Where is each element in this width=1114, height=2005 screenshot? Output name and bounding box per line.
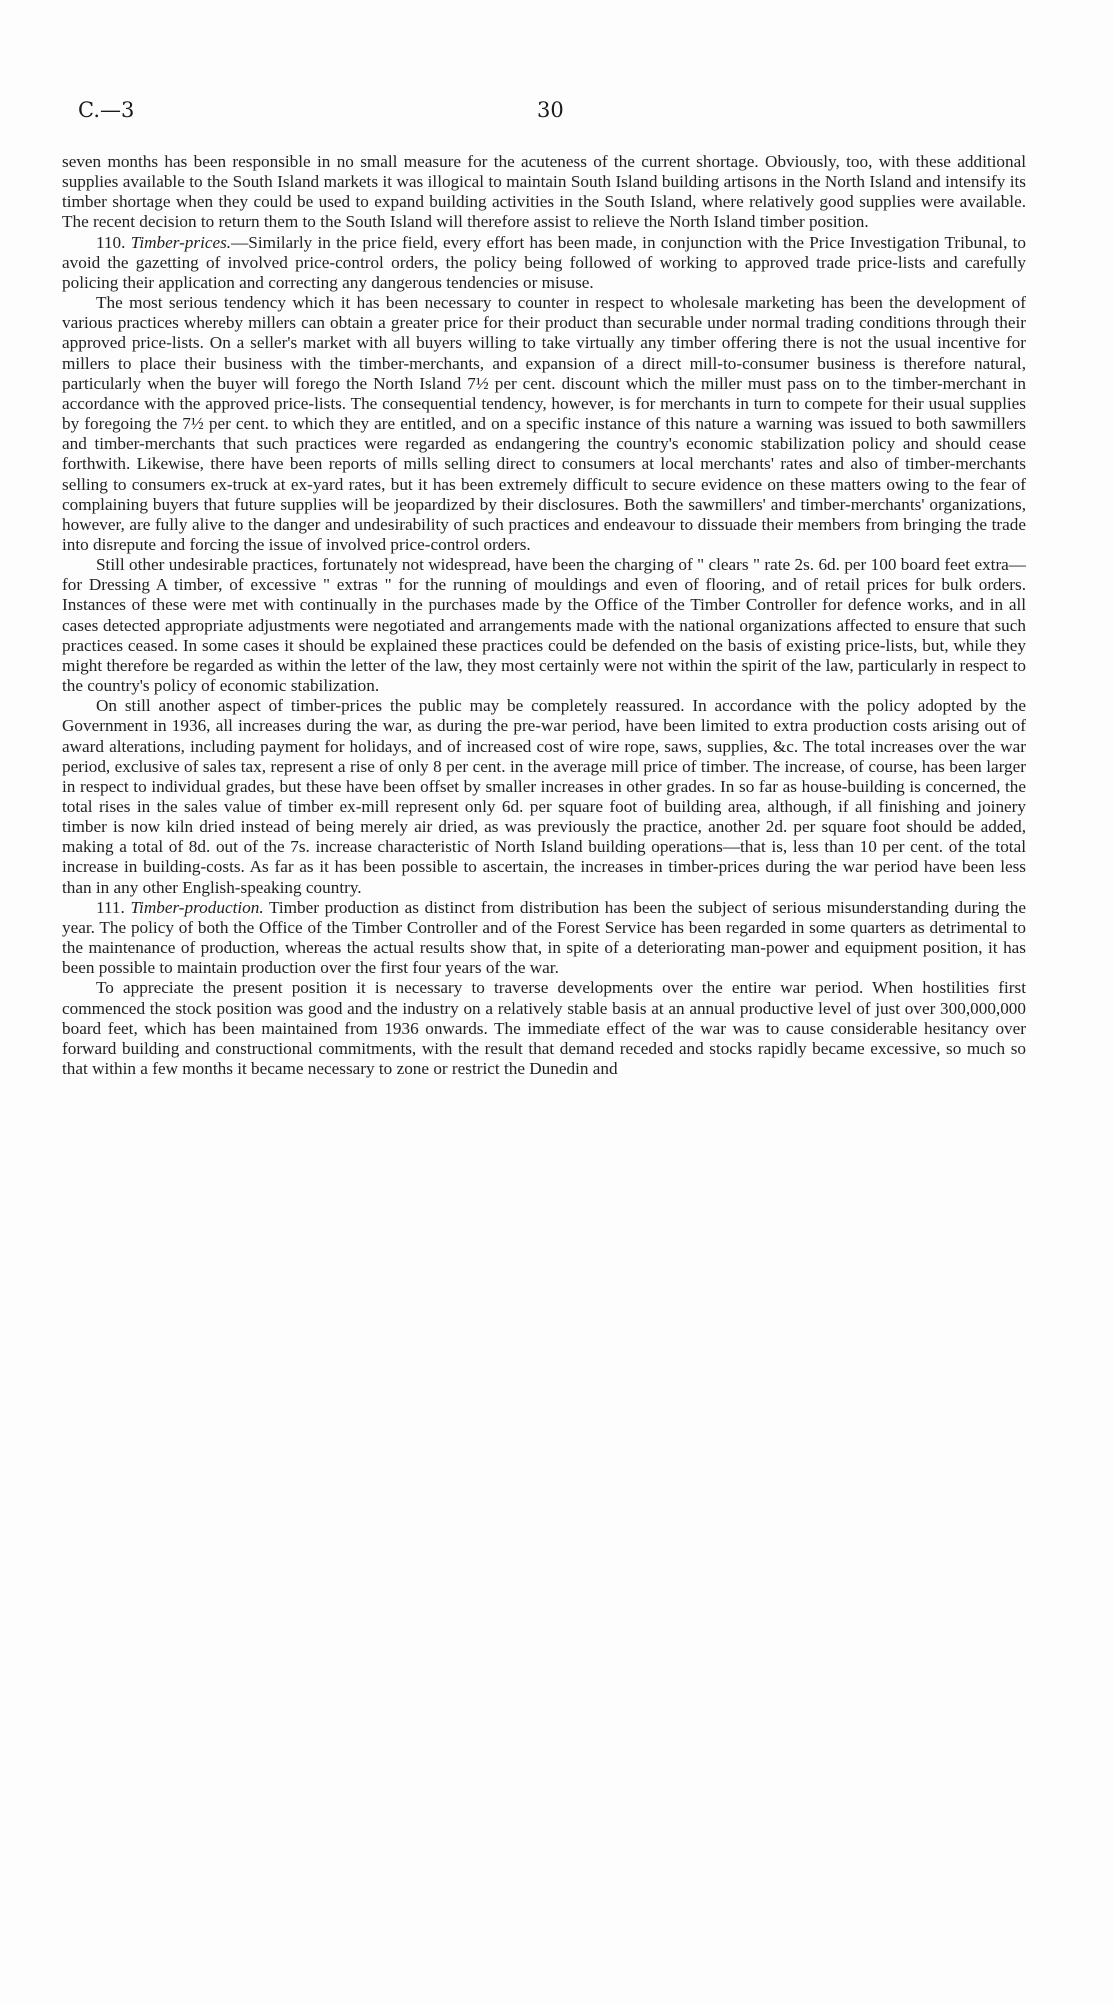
paragraph-text: —Similarly in the price field, every effort has been made, in conjunction with the Price Investigation Tribunal, to avoid the gazetting of involved price-control orders, the policy being followed of working to approved trade price-lists and carefully policing their application and correcting any dangerous tendencies or misuse. [62,232,1026,292]
body-text [62,152,1026,1079]
section-number: 111. [96,897,131,917]
paragraph-111 [62,898,1026,979]
paragraph-text: On still another aspect of timber-prices the public may be completely reassured. In accordance with the policy adopted by the Government in 1936, all increases during the war, as during the pre-war period, have been limited to extra production costs arising out of award alterations, including payment for holidays, and of increased cost of wire rope, saws, supplies, &c. The total increases over the war period, exclusive of sales tax, represent a rise of only 8 per cent. in the average mill price of timber. The increase, of course, has been larger in respect to individual grades, but these have been offset by smaller increases in other grades. In so far as house-building is concerned, the total rises in the sales value of timber ex-mill represent only 6d. per square foot of building area, although, if all finishing and joinery timber is now kiln dried instead of being merely air dried, as was previously the practice, another 2d. per square foot should be added, making a total of 8d. out of the 7s. increase characteristic of North Island building operations—that is, less than 10 per cent. of the total increase in building-costs. As far as it has been possible to ascertain, the increases in timber-prices during the war period have been less than in any other English-speaking country. [62,696,1026,897]
section-heading: Timber-prices. [130,232,232,252]
paragraph [62,978,1026,1079]
paragraph [62,696,1026,898]
section-heading: Timber-production. [130,897,264,917]
page-number: 30 [537,98,564,122]
paragraph [62,293,1026,555]
paragraph-text: The most serious tendency which it has been necessary to counter in respect to wholesale marketing has been the development of various practices whereby millers can obtain a greater price for their product than securable under normal trading conditions through their approved price-lists. On a seller's market with all buyers willing to take virtually any timber offering there is not the usual incentive for millers to place their business with the timber-merchants, and expansion of a direct mill-to-consumer business is therefore natural, particularly when the buyer will forego the North Island 7½ per cent. discount which the miller must pass on to the timber-merchant in accordance with the approved price-lists. The consequential tendency, however, is for merchants in turn to compete for their usual supplies by foregoing the 7½ per cent. to which they are entitled, and on a specific instance of this nature a warning was issued to both sawmillers and timber-merchants that such practices were regarded as endangering the country's economic stabilization policy and should cease forthwith. Likewise, there have been reports of mills selling direct to consumers at local merchants' rates and also of timber-merchants selling to consumers ex-truck at ex-yard rates, but it has been extremely difficult to secure evidence on these matters owing to the fear of complaining buyers that future supplies will be jeopardized by their disclosures. Both the sawmillers' and timber-merchants' organizations, however, are fully alive to the danger and undesirability of such practices and endeavour to dissuade their members from bringing the trade into disrepute and forcing the issue of involved price-control orders. [62,293,1026,554]
section-number: 110. [96,232,131,252]
paragraph-text: seven months has been responsible in no small measure for the acuteness of the current shortage. Obviously, too, with these additional supplies available to the South Island markets it was illogical to maintain South Island building artisons in the North Island and intensify its timber shortage when they could be used to expand building activities in the South Island, where relatively good supplies were available. The recent decision to return them to the South Island will therefore assist to relieve the North Island timber position. [62,152,1026,232]
paragraph-text: Still other undesirable practices, fortunately not widespread, have been the charging of " clears " rate 2s. 6d. per 100 board feet extra—for Dressing A timber, of excessive " extras " for the running of mouldings and even of flooring, and of retail prices for bulk orders. Instances of these were met with continually in the purchases made by the Office of the Timber Controller for defence works, and in all cases detected appropriate adjustments were negotiated and arrangements made with the national organizations affected to ensure that such practices ceased. In some cases it should be explained these practices could be defended on the basis of existing price-lists, but, while they might therefore be regarded as within the letter of the law, they most certainly were not within the spirit of the law, particularly in respect to the country's policy of economic stabilization. [62,555,1026,696]
paragraph [62,555,1026,696]
paragraph-110 [62,233,1026,293]
paragraph-text: Timber production as distinct from distribution has been the subject of serious misunderstanding during the year. The policy of both the Office of the Timber Controller and of the Forest Service has been regarded in some quarters as detrimental to the maintenance of production, whereas the actual results show that, in spite of a deteriorating man-power and equipment position, it has been possible to maintain production over the first four years of the war. [62,897,1026,978]
document-reference: C.—3 [78,98,135,122]
paragraph [62,152,1026,233]
paragraph-text: To appreciate the present position it is necessary to traverse developments over the entire war period. When hostilities first commenced the stock position was good and the industry on a relatively stable basis at an annual productive level of just over 300,000,000 board feet, which has been maintained from 1936 onwards. The immediate effect of the war was to cause considerable hesitancy over forward building and constructional commitments, with the result that demand receded and stocks rapidly became excessive, so much so that within a few months it became necessary to zone or restrict the Dunedin and [62,978,1026,1079]
